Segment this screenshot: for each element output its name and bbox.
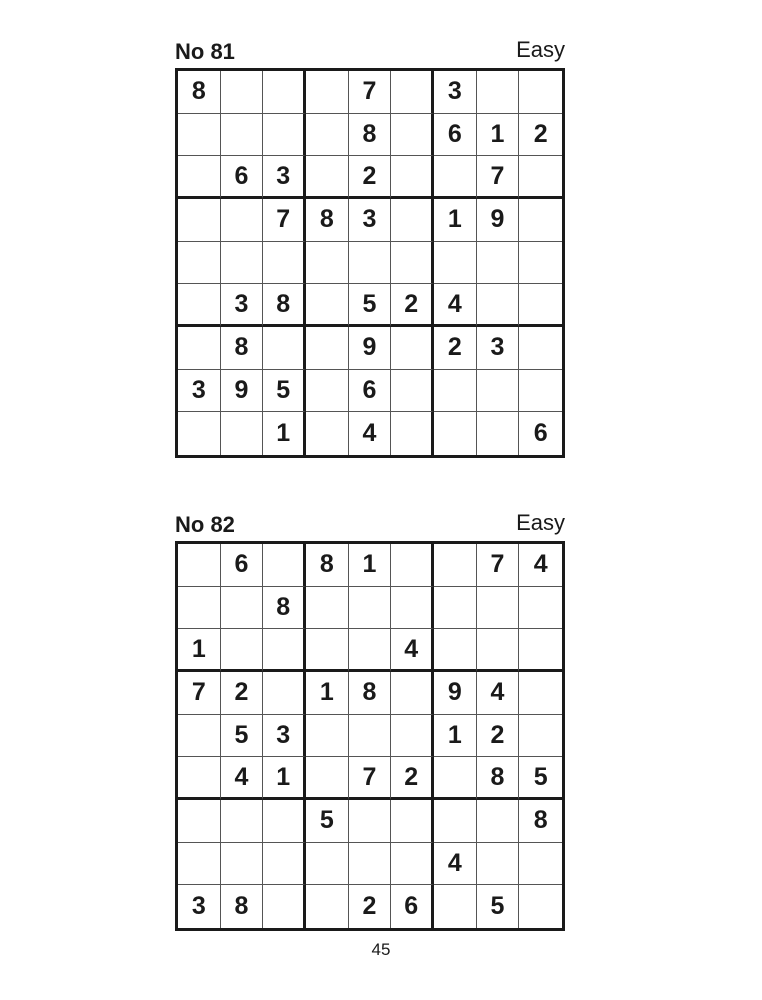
sudoku-cell: 4 [349,412,392,455]
sudoku-cell [263,327,306,370]
sudoku-cell [477,629,520,672]
sudoku-cell: 3 [263,715,306,758]
sudoku-cell [391,587,434,630]
sudoku-cell: 8 [349,672,392,715]
sudoku-cell [263,885,306,928]
sudoku-cell: 3 [477,327,520,370]
sudoku-cell: 1 [263,757,306,800]
sudoku-cell [391,412,434,455]
sudoku-cell [349,843,392,886]
sudoku-cell [519,199,562,242]
sudoku-cell: 3 [263,156,306,199]
sudoku-cell [519,885,562,928]
sudoku-cell [477,284,520,327]
sudoku-cell [434,242,477,285]
sudoku-cell: 1 [434,715,477,758]
sudoku-cell [221,800,264,843]
sudoku-cell [349,629,392,672]
sudoku-cell: 5 [349,284,392,327]
sudoku-cell [434,757,477,800]
sudoku-cell [178,800,221,843]
sudoku-cell [477,412,520,455]
sudoku-cell [519,327,562,370]
puzzle-header [175,505,565,541]
sudoku-cell [391,199,434,242]
sudoku-cell [306,885,349,928]
sudoku-cell: 2 [391,757,434,800]
sudoku-cell [178,843,221,886]
sudoku-cell: 5 [477,885,520,928]
sudoku-cell [306,715,349,758]
sudoku-cell [519,715,562,758]
sudoku-cell [519,156,562,199]
sudoku-cell [178,757,221,800]
sudoku-cell [391,843,434,886]
sudoku-puzzle-81 [175,32,565,458]
sudoku-cell [221,199,264,242]
sudoku-cell: 3 [221,284,264,327]
sudoku-cell: 4 [434,284,477,327]
sudoku-cell: 8 [306,544,349,587]
sudoku-cell [349,800,392,843]
sudoku-cell [178,544,221,587]
page-number: 45 [371,940,391,959]
sudoku-cell [306,370,349,413]
sudoku-cell [434,587,477,630]
sudoku-cell: 4 [391,629,434,672]
sudoku-cell: 3 [434,71,477,114]
sudoku-cell [391,327,434,370]
sudoku-cell: 7 [477,544,520,587]
sudoku-cell: 4 [434,843,477,886]
sudoku-cell: 2 [221,672,264,715]
sudoku-cell: 7 [263,199,306,242]
sudoku-cell [306,327,349,370]
sudoku-cell: 3 [178,370,221,413]
sudoku-cell [391,242,434,285]
sudoku-cell: 5 [519,757,562,800]
sudoku-cell [434,885,477,928]
sudoku-cell [519,843,562,886]
sudoku-cell [391,544,434,587]
sudoku-cell: 8 [263,284,306,327]
sudoku-cell [263,800,306,843]
sudoku-cell [263,672,306,715]
sudoku-cell: 5 [263,370,306,413]
sudoku-cell: 8 [221,327,264,370]
sudoku-cell: 6 [434,114,477,157]
sudoku-cell [306,71,349,114]
sudoku-cell: 6 [349,370,392,413]
sudoku-cell [221,412,264,455]
sudoku-cell [349,242,392,285]
sudoku-cell [221,242,264,285]
sudoku-cell [221,843,264,886]
sudoku-cell: 5 [221,715,264,758]
sudoku-cell [178,715,221,758]
sudoku-cell [434,629,477,672]
sudoku-cell [263,71,306,114]
sudoku-cell [263,629,306,672]
sudoku-cell: 8 [306,199,349,242]
puzzle-title: No 82 [175,512,235,537]
sudoku-cell: 4 [477,672,520,715]
sudoku-cell: 2 [519,114,562,157]
sudoku-cell [263,843,306,886]
sudoku-cell [178,412,221,455]
sudoku-puzzle-82 [175,505,565,931]
sudoku-cell: 6 [221,156,264,199]
puzzle-header [175,32,565,68]
sudoku-cell: 5 [306,800,349,843]
sudoku-cell [519,242,562,285]
sudoku-cell: 6 [519,412,562,455]
sudoku-cell [306,242,349,285]
sudoku-cell: 1 [263,412,306,455]
sudoku-cell [306,757,349,800]
sudoku-cell: 1 [434,199,477,242]
puzzle-difficulty: Easy [516,37,565,62]
sudoku-cell: 7 [178,672,221,715]
sudoku-cell [391,370,434,413]
sudoku-cell: 8 [263,587,306,630]
sudoku-cell: 1 [178,629,221,672]
sudoku-cell: 7 [477,156,520,199]
sudoku-cell [178,327,221,370]
sudoku-cell [391,114,434,157]
sudoku-cell: 1 [349,544,392,587]
sudoku-cell [477,800,520,843]
sudoku-cell [519,71,562,114]
sudoku-cell [178,587,221,630]
sudoku-cell [391,800,434,843]
sudoku-cell [477,843,520,886]
sudoku-cell [349,715,392,758]
sudoku-cell: 9 [477,199,520,242]
sudoku-cell [391,715,434,758]
sudoku-cell: 3 [349,199,392,242]
sudoku-cell [221,114,264,157]
sudoku-cell [477,370,520,413]
sudoku-cell [434,544,477,587]
sudoku-cell: 8 [477,757,520,800]
sudoku-cell [391,156,434,199]
sudoku-cell [306,587,349,630]
sudoku-cell: 2 [434,327,477,370]
sudoku-grid [175,68,565,458]
sudoku-cell [519,284,562,327]
sudoku-cell: 2 [391,284,434,327]
sudoku-cell [306,114,349,157]
sudoku-cell: 3 [178,885,221,928]
sudoku-cell: 6 [391,885,434,928]
sudoku-cell [434,800,477,843]
sudoku-cell [178,114,221,157]
sudoku-cell: 8 [349,114,392,157]
sudoku-cell: 7 [349,71,392,114]
sudoku-cell [477,242,520,285]
sudoku-cell [306,629,349,672]
sudoku-cell: 9 [434,672,477,715]
sudoku-cell [306,412,349,455]
sudoku-cell [306,156,349,199]
sudoku-cell [263,544,306,587]
sudoku-cell: 1 [306,672,349,715]
sudoku-cell: 6 [221,544,264,587]
puzzle-difficulty: Easy [516,510,565,535]
sudoku-cell [221,629,264,672]
sudoku-cell [519,672,562,715]
sudoku-cell: 4 [519,544,562,587]
sudoku-cell: 7 [349,757,392,800]
puzzle-title: No 81 [175,39,235,64]
sudoku-cell: 2 [349,156,392,199]
sudoku-cell: 8 [221,885,264,928]
sudoku-cell: 4 [221,757,264,800]
sudoku-cell: 9 [221,370,264,413]
sudoku-cell [263,242,306,285]
sudoku-grid [175,541,565,931]
sudoku-cell [178,156,221,199]
sudoku-cell: 8 [178,71,221,114]
sudoku-cell: 2 [349,885,392,928]
sudoku-cell [434,370,477,413]
sudoku-cell [434,412,477,455]
sudoku-cell [477,71,520,114]
sudoku-cell [519,629,562,672]
sudoku-cell [519,370,562,413]
sudoku-cell [349,587,392,630]
sudoku-cell [391,672,434,715]
sudoku-cell: 8 [519,800,562,843]
sudoku-cell [477,587,520,630]
sudoku-cell: 9 [349,327,392,370]
sudoku-cell [263,114,306,157]
sudoku-cell [306,284,349,327]
sudoku-cell [178,284,221,327]
sudoku-cell [519,587,562,630]
sudoku-cell [221,71,264,114]
sudoku-cell [178,199,221,242]
sudoku-cell [178,242,221,285]
sudoku-cell: 2 [477,715,520,758]
sudoku-cell: 1 [477,114,520,157]
sudoku-cell [221,587,264,630]
sudoku-cell [434,156,477,199]
sudoku-cell [391,71,434,114]
sudoku-cell [306,843,349,886]
